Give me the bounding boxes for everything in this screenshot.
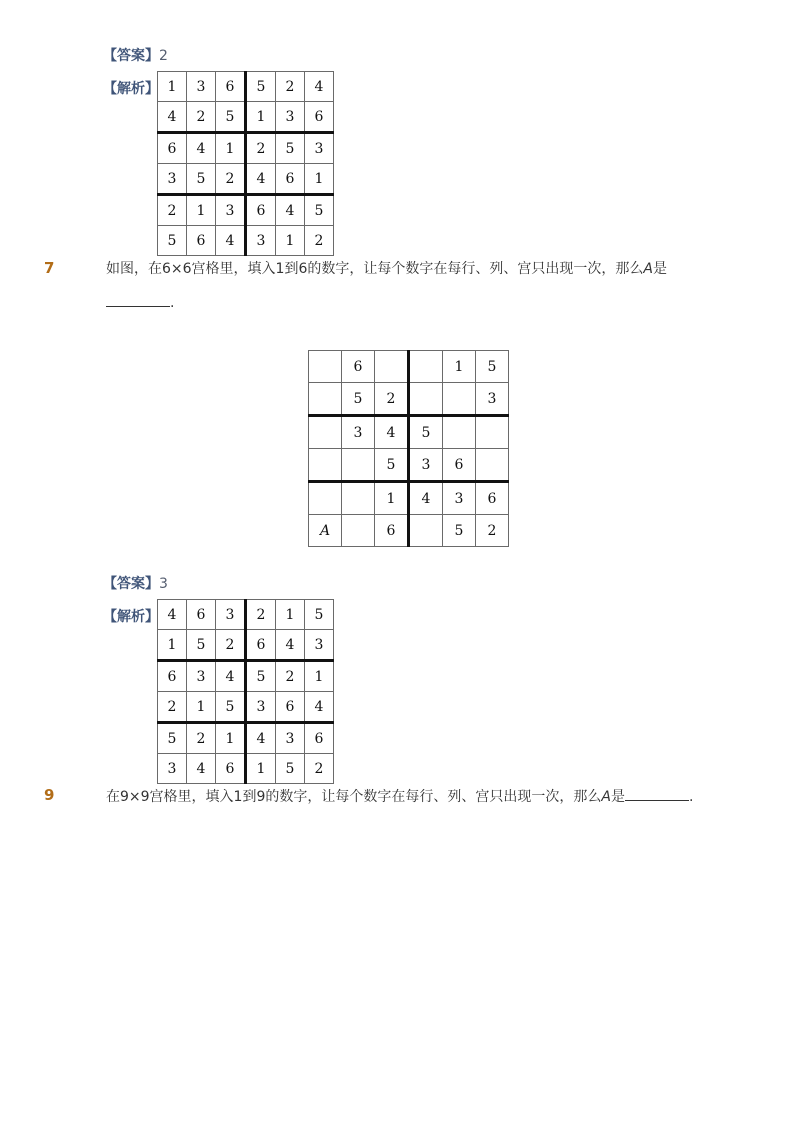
grid-cell	[342, 449, 375, 482]
grid-cell: 4	[375, 416, 409, 449]
grid-cell: 3	[158, 164, 187, 195]
grid-cell: 5	[375, 449, 409, 482]
grid-row	[158, 600, 334, 630]
grid-cell: 2	[246, 133, 276, 164]
grid-cell	[309, 482, 342, 515]
grid-cell: 1	[158, 630, 187, 661]
grid-cell	[443, 416, 476, 449]
grid-cell: 3	[305, 630, 334, 661]
grid-row	[309, 482, 509, 515]
answer-label: 【答案】	[103, 48, 159, 64]
grid-row	[158, 195, 334, 226]
grid-cell: 6	[158, 661, 187, 692]
grid-cell: 1	[246, 102, 276, 133]
grid-cell: 6	[246, 630, 276, 661]
grid-cell	[409, 351, 443, 383]
grid-cell: 5	[276, 133, 305, 164]
grid-row	[309, 515, 509, 547]
grid-cell	[409, 515, 443, 547]
grid-cell: 5	[305, 195, 334, 226]
grid-cell: 4	[187, 754, 216, 784]
grid-row	[158, 133, 334, 164]
grid-cell: 3	[443, 482, 476, 515]
grid-cell: 5	[158, 226, 187, 256]
grid-cell: 3	[246, 226, 276, 256]
grid-cell: 1	[246, 754, 276, 784]
grid-cell: 4	[276, 195, 305, 226]
grid-row	[158, 164, 334, 195]
grid-cell: 2	[305, 226, 334, 256]
grid-cell: 4	[158, 600, 187, 630]
question-number: 9	[44, 786, 55, 804]
question-text	[106, 259, 667, 279]
grid-row	[309, 383, 509, 416]
grid-row	[158, 661, 334, 692]
grid-cell: 3	[409, 449, 443, 482]
grid-cell	[409, 383, 443, 416]
grid-cell: 4	[305, 692, 334, 723]
grid-cell: 5	[216, 102, 246, 133]
grid-cell: 4	[187, 133, 216, 164]
grid-cell: 4	[246, 164, 276, 195]
grid-cell: 1	[216, 723, 246, 754]
grid-cell: 6	[443, 449, 476, 482]
grid-cell: 5	[187, 630, 216, 661]
grid-cell: 3	[158, 754, 187, 784]
grid-cell	[342, 515, 375, 547]
grid-row	[309, 416, 509, 449]
grid-cell: 6	[187, 600, 216, 630]
end-punct: .	[688, 789, 694, 805]
grid-cell: 2	[246, 600, 276, 630]
grid-cell: 3	[276, 723, 305, 754]
grid-cell: 2	[476, 515, 509, 547]
grid-cell: 3	[246, 692, 276, 723]
grid-cell: 5	[187, 164, 216, 195]
grid-cell: 5	[476, 351, 509, 383]
q7-answer	[103, 573, 168, 593]
grid-row	[158, 692, 334, 723]
grid-cell: 2	[158, 195, 187, 226]
grid-cell: 3	[305, 133, 334, 164]
grid-cell: 6	[276, 164, 305, 195]
grid-row	[158, 226, 334, 256]
grid-cell: 1	[187, 692, 216, 723]
answer-label: 【答案】	[103, 576, 159, 592]
grid-cell	[309, 449, 342, 482]
grid-cell: 2	[276, 661, 305, 692]
grid-cell: 6	[158, 133, 187, 164]
answer-blank-line	[106, 292, 174, 313]
grid-cell: 3	[216, 195, 246, 226]
grid-cell: 6	[375, 515, 409, 547]
grid-cell: 5	[246, 72, 276, 102]
grid-cell: 2	[187, 102, 216, 133]
grid-cell: 4	[216, 661, 246, 692]
grid-cell: 6	[187, 226, 216, 256]
grid-cell: 4	[158, 102, 187, 133]
end-punct: .	[170, 295, 175, 311]
grid-cell: 5	[276, 754, 305, 784]
grid-cell: 3	[476, 383, 509, 416]
question-text	[106, 786, 693, 807]
grid-cell: 4	[276, 630, 305, 661]
grid-cell: 2	[158, 692, 187, 723]
grid-cell: 4	[305, 72, 334, 102]
grid-cell: 6	[342, 351, 375, 383]
grid-cell: 1	[443, 351, 476, 383]
grid-row	[309, 449, 509, 482]
answer-value: 2	[159, 48, 168, 64]
grid-cell: 6	[216, 72, 246, 102]
grid-cell: 3	[187, 72, 216, 102]
grid-cell: 3	[342, 416, 375, 449]
answer-blank	[625, 786, 689, 801]
grid-cell: 6	[246, 195, 276, 226]
q6-answer	[103, 45, 168, 65]
grid-cell: 2	[305, 754, 334, 784]
grid-cell: 2	[216, 164, 246, 195]
grid-cell: 2	[216, 630, 246, 661]
q7-solution-grid	[157, 599, 334, 784]
variable-a: A	[643, 261, 653, 277]
solution-label: 【解析】	[103, 609, 159, 625]
grid-cell: 5	[443, 515, 476, 547]
question-number: 7	[44, 259, 55, 277]
grid-cell: 5	[158, 723, 187, 754]
grid-cell: 5	[342, 383, 375, 416]
grid-cell: 3	[276, 102, 305, 133]
grid-row	[158, 723, 334, 754]
grid-row	[158, 754, 334, 784]
grid-cell: 2	[187, 723, 216, 754]
grid-cell: 6	[305, 102, 334, 133]
question-text-body: 在9×9宫格里，填入1到9的数字，让每个数字在每行、列、宫只出现一次，那么	[106, 789, 602, 805]
question-text-body: 如图，在6×6宫格里，填入1到6的数字，让每个数字在每行、列、宫只出现一次，那么	[106, 261, 644, 277]
grid-cell	[309, 383, 342, 416]
grid-cell: 5	[216, 692, 246, 723]
grid-cell: 4	[409, 482, 443, 515]
grid-cell: 4	[246, 723, 276, 754]
grid-cell	[375, 351, 409, 383]
grid-cell: A	[309, 515, 342, 547]
grid-cell: 1	[276, 600, 305, 630]
grid-cell: 6	[276, 692, 305, 723]
grid-cell: 6	[476, 482, 509, 515]
grid-cell: 1	[375, 482, 409, 515]
q7-puzzle-grid	[308, 350, 509, 547]
solution-label: 【解析】	[103, 81, 159, 97]
grid-cell: 1	[305, 661, 334, 692]
grid-cell	[476, 449, 509, 482]
grid-cell: 3	[216, 600, 246, 630]
grid-cell: 1	[158, 72, 187, 102]
question-text-after: 是	[652, 261, 667, 277]
grid-cell: 1	[187, 195, 216, 226]
grid-cell	[476, 416, 509, 449]
grid-cell: 2	[375, 383, 409, 416]
grid-cell: 5	[409, 416, 443, 449]
grid-cell: 1	[305, 164, 334, 195]
grid-cell: 2	[276, 72, 305, 102]
grid-cell: 5	[246, 661, 276, 692]
grid-cell: 5	[305, 600, 334, 630]
grid-cell	[309, 351, 342, 383]
q6-solution-grid	[157, 71, 334, 256]
grid-row	[158, 102, 334, 133]
grid-cell	[309, 416, 342, 449]
grid-cell: 3	[187, 661, 216, 692]
grid-cell	[342, 482, 375, 515]
answer-blank	[106, 292, 170, 307]
grid-row	[158, 630, 334, 661]
grid-cell: 6	[216, 754, 246, 784]
grid-cell: 1	[216, 133, 246, 164]
grid-cell: 4	[216, 226, 246, 256]
answer-value: 3	[159, 576, 168, 592]
question-text-after: 是	[610, 789, 625, 805]
grid-row	[158, 72, 334, 102]
grid-row	[309, 351, 509, 383]
grid-cell: 6	[305, 723, 334, 754]
variable-a: A	[601, 789, 611, 805]
grid-cell: 1	[276, 226, 305, 256]
grid-cell	[443, 383, 476, 416]
